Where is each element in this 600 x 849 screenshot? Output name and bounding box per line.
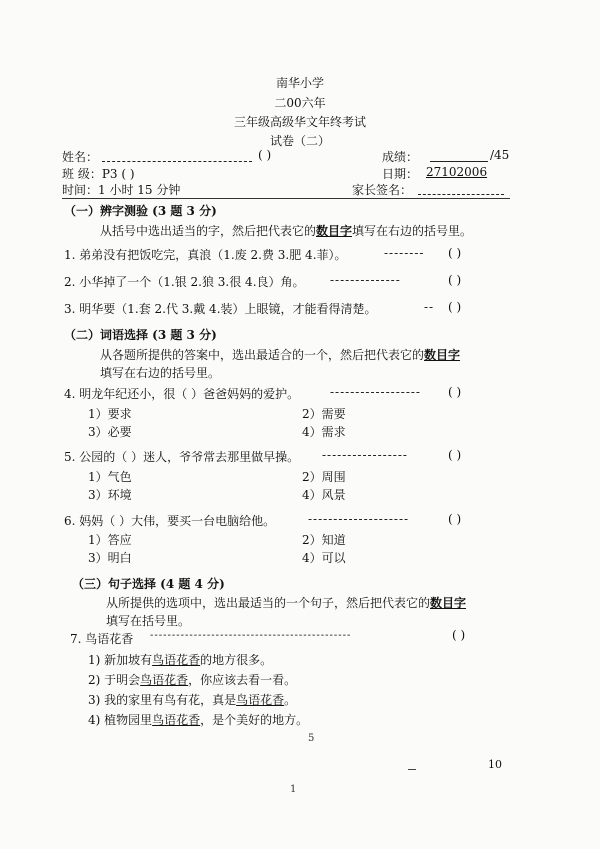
question-1-dash: --------	[384, 246, 425, 260]
answer-2-paren[interactable]: ( )	[448, 273, 462, 287]
date-label: 日期：	[382, 167, 419, 181]
question-5-dash: -----------------	[322, 448, 408, 462]
score-label: 成绩：	[382, 150, 419, 164]
q6-option-1: 1）答应	[88, 533, 132, 547]
question-6-dash: --------------------	[308, 512, 410, 526]
stray-mark	[408, 769, 416, 770]
question-3: 3. 明华要（1.套 2.代 3.戴 4.装）上眼镜，才能看得清楚。	[64, 302, 377, 316]
q5-option-4: 4）风景	[302, 488, 346, 502]
q5-option-2: 2）周围	[302, 470, 346, 484]
name-label: 姓名：	[62, 150, 99, 164]
section2-instruction-line1: 从各题所提供的答案中，选出最适合的一个，然后把代表它的数目字	[100, 348, 461, 362]
exam-title: 三年级高级华文年终考试	[233, 115, 366, 129]
question-4: 4. 明龙年纪还小，很（ ）爸爸妈妈的爱护。	[64, 387, 300, 401]
name-paren: ( )	[258, 148, 272, 162]
score-total: /45	[490, 148, 510, 162]
question-3-dash: --	[424, 300, 435, 314]
q7-option-3: 3) 我的家里有鸟有花，真是鸟语花香。	[88, 693, 297, 707]
time-label: 时间：1 小时 15 分钟	[62, 183, 181, 197]
question-5: 5. 公园的（ ）迷人，爷爷常去那里做早操。	[64, 450, 300, 464]
section3-title: （三）句子选择 (4 题 4 分)	[72, 577, 225, 591]
answer-4-paren[interactable]: ( )	[448, 385, 462, 399]
section1-instruction: 从括号中选出适当的字，然后把代表它的数目字填写在右边的括号里。	[100, 224, 473, 238]
answer-7-paren[interactable]: ( )	[452, 628, 466, 642]
q7-option-1: 1) 新加坡有鸟语花香的地方很多。	[88, 653, 273, 667]
question-2: 2. 小华掉了一个（1.银 2.狼 3.很 4.良）角。	[64, 275, 305, 289]
q4-option-3: 3）必要	[88, 425, 132, 439]
section1-title: （一）辨字测验 (3 题 3 分)	[64, 204, 217, 218]
parent-sign-field[interactable]	[418, 194, 504, 195]
q4-option-1: 1）要求	[88, 407, 132, 421]
q6-option-2: 2）知道	[302, 533, 346, 547]
page-number: 1	[290, 784, 297, 795]
mark-10: 10	[488, 758, 502, 771]
question-6: 6. 妈妈（ ）大伟，要买一台电脑给他。	[64, 514, 276, 528]
header-divider	[62, 198, 510, 199]
q6-option-3: 3）明白	[88, 551, 132, 565]
question-2-dash: --------------	[330, 273, 401, 287]
name-field[interactable]	[102, 161, 252, 162]
question-7-dash: ----------------------------------------------	[150, 630, 352, 641]
answer-5-paren[interactable]: ( )	[448, 448, 462, 462]
mark-5: 5	[308, 733, 315, 744]
q5-option-3: 3）环境	[88, 488, 132, 502]
question-4-dash: ------------------	[330, 385, 421, 399]
score-field[interactable]	[430, 161, 488, 162]
q6-option-4: 4）可以	[302, 551, 346, 565]
answer-1-paren[interactable]: ( )	[448, 246, 462, 260]
section2-title: （二）词语选择 (3 题 3 分)	[64, 328, 217, 342]
answer-3-paren[interactable]: ( )	[448, 300, 462, 314]
section2-instruction-line2: 填写在右边的括号里。	[100, 366, 221, 380]
q4-option-2: 2）需要	[302, 407, 346, 421]
q7-option-4: 4) 植物园里鸟语花香，是个美好的地方。	[88, 713, 309, 727]
answer-6-paren[interactable]: ( )	[448, 512, 462, 526]
question-1: 1. 弟弟没有把饭吃完，真浪（1.废 2.费 3.肥 4.菲）。	[64, 248, 347, 262]
parent-sign-label: 家长签名：	[352, 183, 413, 197]
question-7: 7. 鸟语花香	[70, 632, 134, 646]
q4-option-4: 4）需求	[302, 425, 346, 439]
class-label: 班 级：P3 ( )	[62, 167, 135, 181]
paper-title: 试卷（二）	[269, 134, 330, 148]
section3-instruction-line1: 从所提供的选项中，选出最适当的一个句子，然后把代表它的数目字	[106, 596, 467, 610]
school-name: 南华小学	[275, 76, 324, 90]
q7-option-2: 2) 于明会鸟语花香，你应该去看一看。	[88, 673, 297, 687]
section3-instruction-line2: 填写在括号里。	[106, 614, 191, 628]
q5-option-1: 1）气色	[88, 470, 132, 484]
exam-year: 二00六年	[274, 96, 326, 110]
date-value: 27102006	[426, 165, 488, 179]
